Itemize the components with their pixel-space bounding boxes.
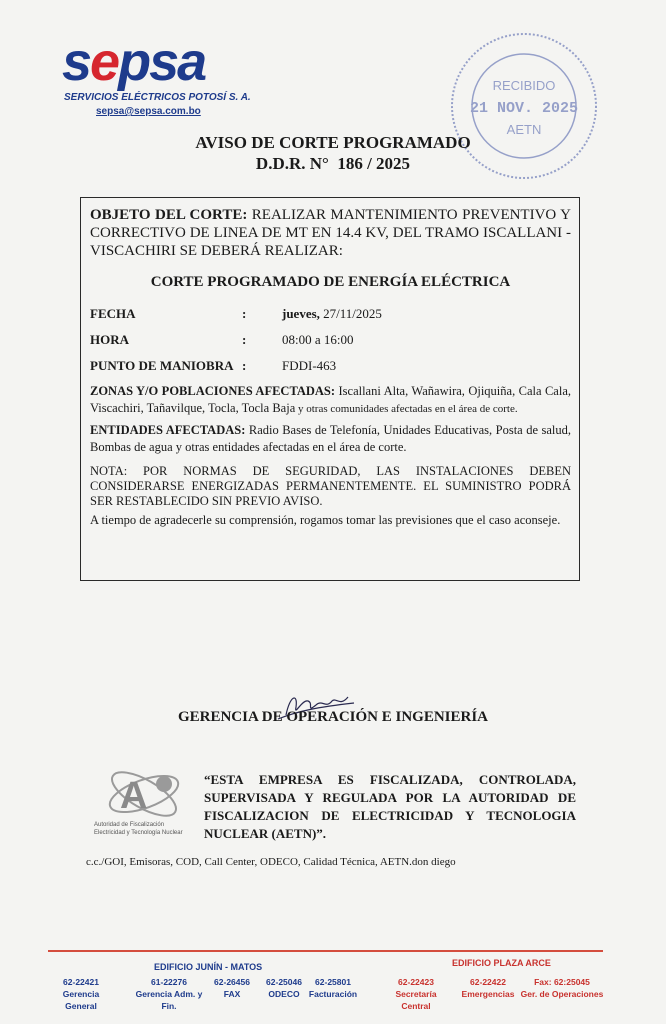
contact-number: 62-25801 (315, 977, 351, 987)
copy-list: c.c./GOI, Emisoras, COD, Call Center, ODECO, Calidad Técnica, AETN.don diego (86, 856, 456, 868)
svg-text:Autoridad de Fiscalización: Autoridad de Fiscalización (94, 822, 165, 828)
field-punto-maniobra (90, 353, 571, 379)
contact-label: Emergencias (461, 989, 515, 999)
footer-contact (460, 976, 516, 1000)
company-name: SERVICIOS ELÉCTRICOS POTOSÍ S. A. (64, 92, 251, 103)
footer-contact (260, 976, 308, 1000)
nota: NOTA: POR NORMAS DE SEGURIDAD, LAS INSTALACIONES DEBEN CONSIDERARSE ENERGIZADAS PERMANENTEMENTE. EL SUMINISTRO PODRÁ SER RESTABLECIDO SIN PREVIO AVISO. (90, 464, 571, 508)
field-colon: : (242, 332, 247, 347)
field-label: HORA (90, 332, 129, 347)
contact-number: 62-22421 (63, 977, 99, 987)
footer-contact (128, 976, 210, 1012)
contact-label: FAX (223, 989, 241, 999)
footer-contact (48, 976, 114, 1012)
field-label: PUNTO DE MANIOBRA (90, 358, 234, 373)
contact-label: Ger. de Operaciones (520, 989, 604, 999)
title-line-1: AVISO DE CORTE PROGRAMADO (195, 133, 471, 152)
contact-number: 62-22422 (470, 977, 506, 987)
objeto-del-corte (90, 206, 571, 260)
corte-heading: CORTE PROGRAMADO DE ENERGÍA ELÉCTRICA (150, 274, 511, 290)
document-title (0, 132, 666, 174)
contact-number: Fax: 62:25045 (534, 977, 590, 987)
field-colon: : (242, 306, 247, 321)
aetn-logo-icon (92, 764, 192, 844)
notice-box (80, 197, 580, 581)
contact-number: 62-26456 (214, 977, 250, 987)
contact-number: 61-22276 (151, 977, 187, 987)
company-email: sepsa@sepsa.com.bo (96, 106, 201, 117)
field-hora (90, 327, 571, 353)
zonas-small-text: y otras comunidades afectadas en el área de corte. (295, 403, 518, 415)
contact-number: 62-22423 (398, 977, 434, 987)
field-value (282, 306, 571, 322)
entidades-afectadas (90, 422, 571, 456)
entidades-label: ENTIDADES AFECTADAS: (90, 423, 246, 437)
footer-building-1: EDIFICIO JUNÍN - MATOS (154, 962, 263, 972)
field-fecha (90, 301, 571, 327)
field-value: FDDI-463 (282, 358, 337, 373)
footer-contact (210, 976, 254, 1000)
logo-wordmark: sepsa (62, 32, 206, 92)
field-label: FECHA (90, 306, 136, 321)
zonas-text: Iscallani Alta, Wañawira, Ojiquiña, Cala Cala, Viscachiri, Tañavilque, Tocla, Tocla Baja (90, 384, 572, 415)
zonas-label: ZONAS Y/O POBLACIONES AFECTADAS: (90, 384, 336, 398)
field-colon: : (242, 358, 247, 373)
contact-label: Secretaría Central (395, 989, 437, 1011)
svg-text:21 NOV. 2025: 21 NOV. 2025 (469, 100, 579, 117)
gerencia-signature-label: GERENCIA DE OPERACIÓN E INGENIERÍA (177, 709, 489, 725)
field-value-day: jueves, (282, 306, 320, 321)
zonas-afectadas (90, 383, 571, 418)
field-value-date: 27/11/2025 (319, 306, 382, 321)
aetn-statement: “ESTA EMPRESA ES FISCALIZADA, CONTROLADA, SUPERVISADA Y REGULADA POR LA AUTORIDAD DE FISCALIZACION DE ELECTRICIDAD Y TECNOLOGIA NUCLEAR (AETN)”. (204, 772, 576, 841)
svg-text:A: A (120, 775, 148, 817)
contact-label: ODECO (268, 989, 300, 999)
field-value: 08:00 a 16:00 (282, 332, 354, 347)
footer-contact (380, 976, 452, 1012)
sepsa-logo (62, 32, 251, 124)
footer-divider (48, 950, 603, 952)
agradecimiento: A tiempo de agradecerle su comprensión, rogamos tomar las previsiones que el caso aconseje. (90, 513, 561, 527)
title-line-2: D.D.R. N° 186 / 2025 (255, 154, 411, 173)
entidades-text: Radio Bases de Telefonía, Unidades Educativas, Posta de salud, Bombas de agua y otras entidades afectadas en el área de corte. (90, 423, 571, 454)
objeto-label: OBJETO DEL CORTE: (90, 207, 248, 223)
contact-label: Gerencia General (62, 989, 100, 1011)
footer-contact (308, 976, 358, 1000)
footer-building-2: EDIFICIO PLAZA ARCE (452, 958, 551, 968)
svg-text:RECIBIDO: RECIBIDO (492, 78, 556, 93)
contact-label: Gerencia Adm. y Fin. (135, 989, 203, 1011)
footer-contact (520, 976, 604, 1000)
svg-text:Electricidad y Tecnología Nucl: Electricidad y Tecnología Nuclear (94, 830, 183, 836)
contact-label: Facturación (308, 989, 358, 999)
objeto-text: REALIZAR MANTENIMIENTO PREVENTIVO Y CORRECTIVO DE LINEA DE MT EN 14.4 KV, DEL TRAMO ISCALLANI - VISCACHIRI SE DEBERÁ REALIZAR: (90, 207, 571, 259)
contact-number: 62-25046 (266, 977, 302, 987)
svg-text:AETN: AETN (506, 122, 542, 137)
